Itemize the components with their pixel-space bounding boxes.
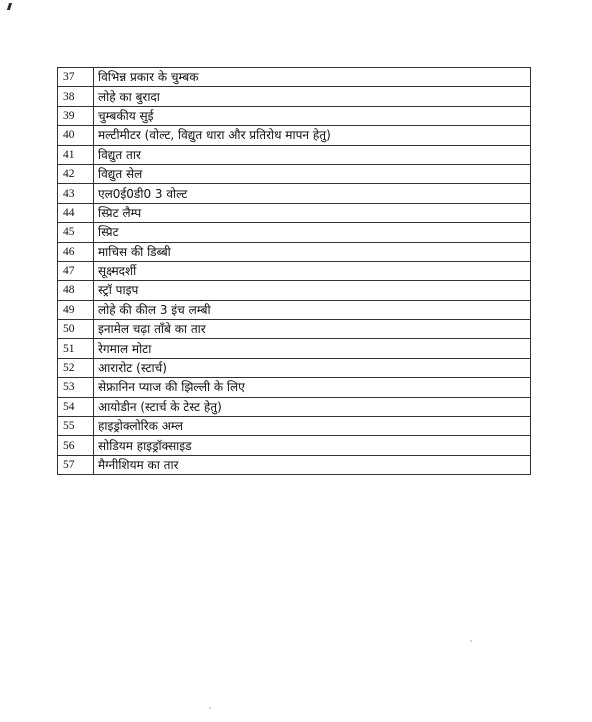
table-row	[58, 68, 531, 87]
items-table	[57, 67, 531, 475]
table-row	[58, 378, 531, 397]
serial-number-cell: 42	[58, 164, 94, 183]
item-name-cell: सेफ्रानिन प्याज की झिल्ली के लिए	[94, 378, 531, 397]
items-table-body	[58, 68, 531, 475]
item-name-cell: लोहे का बुरादा	[94, 87, 531, 106]
table-row	[58, 397, 531, 416]
item-name-cell: चुम्बकीय सुई	[94, 106, 531, 125]
serial-number-cell: 55	[58, 417, 94, 436]
scan-corner-mark	[7, 3, 12, 10]
table-row	[58, 320, 531, 339]
table-row	[58, 281, 531, 300]
item-name-cell: सूक्ष्मदर्शी	[94, 261, 531, 280]
table-row	[58, 417, 531, 436]
serial-number-cell: 44	[58, 203, 94, 222]
serial-number-cell: 50	[58, 320, 94, 339]
serial-number-cell: 43	[58, 184, 94, 203]
item-name-cell: विभिन्न प्रकार के चुम्बक	[94, 68, 531, 87]
item-name-cell: आयोडीन (स्टार्च के टेस्ट हेतु)	[94, 397, 531, 416]
item-name-cell: विद्युत तार	[94, 145, 531, 164]
item-name-cell: लोहे की कील 3 इंच लम्बी	[94, 300, 531, 319]
table-row	[58, 223, 531, 242]
table-row	[58, 261, 531, 280]
item-name-cell: माचिस की डिब्बी	[94, 242, 531, 261]
item-name-cell: आरारोट (स्टार्च)	[94, 358, 531, 377]
serial-number-cell: 52	[58, 358, 94, 377]
serial-number-cell: 56	[58, 436, 94, 455]
item-name-cell: स्प्रिट लैम्प	[94, 203, 531, 222]
item-name-cell: विद्युत सेल	[94, 164, 531, 183]
serial-number-cell: 51	[58, 339, 94, 358]
serial-number-cell: 40	[58, 126, 94, 145]
item-name-cell: स्ट्रॉ पाइप	[94, 281, 531, 300]
item-name-cell: मल्टीमीटर (वोल्ट, विद्युत धारा और प्रतिरोध मापन हेतु)	[94, 126, 531, 145]
table-row	[58, 184, 531, 203]
table-row	[58, 242, 531, 261]
scan-speck	[470, 640, 472, 642]
item-name-cell: स्प्रिट	[94, 223, 531, 242]
item-name-cell: इनामेल चढ़ा ताँबे का तार	[94, 320, 531, 339]
item-name-cell: सोडियम हाइड्रॉक्साइड	[94, 436, 531, 455]
item-name-cell: रेगमाल मोटा	[94, 339, 531, 358]
serial-number-cell: 49	[58, 300, 94, 319]
item-name-cell: मैग्नीशियम का तार	[94, 455, 531, 474]
serial-number-cell: 39	[58, 106, 94, 125]
scan-speck	[209, 707, 211, 709]
table-row	[58, 106, 531, 125]
table-row	[58, 436, 531, 455]
table-row	[58, 455, 531, 474]
serial-number-cell: 48	[58, 281, 94, 300]
table-row	[58, 145, 531, 164]
serial-number-cell: 37	[58, 68, 94, 87]
table-row	[58, 358, 531, 377]
serial-number-cell: 57	[58, 455, 94, 474]
table-row	[58, 203, 531, 222]
serial-number-cell: 41	[58, 145, 94, 164]
serial-number-cell: 46	[58, 242, 94, 261]
serial-number-cell: 45	[58, 223, 94, 242]
serial-number-cell: 53	[58, 378, 94, 397]
serial-number-cell: 54	[58, 397, 94, 416]
table-row	[58, 126, 531, 145]
item-name-cell: हाइड्रोक्लोरिक अम्ल	[94, 417, 531, 436]
serial-number-cell: 47	[58, 261, 94, 280]
table-row	[58, 339, 531, 358]
serial-number-cell: 38	[58, 87, 94, 106]
item-name-cell: एल0ई0डी0 3 वोल्ट	[94, 184, 531, 203]
table-row	[58, 164, 531, 183]
table-row	[58, 300, 531, 319]
table-row	[58, 87, 531, 106]
